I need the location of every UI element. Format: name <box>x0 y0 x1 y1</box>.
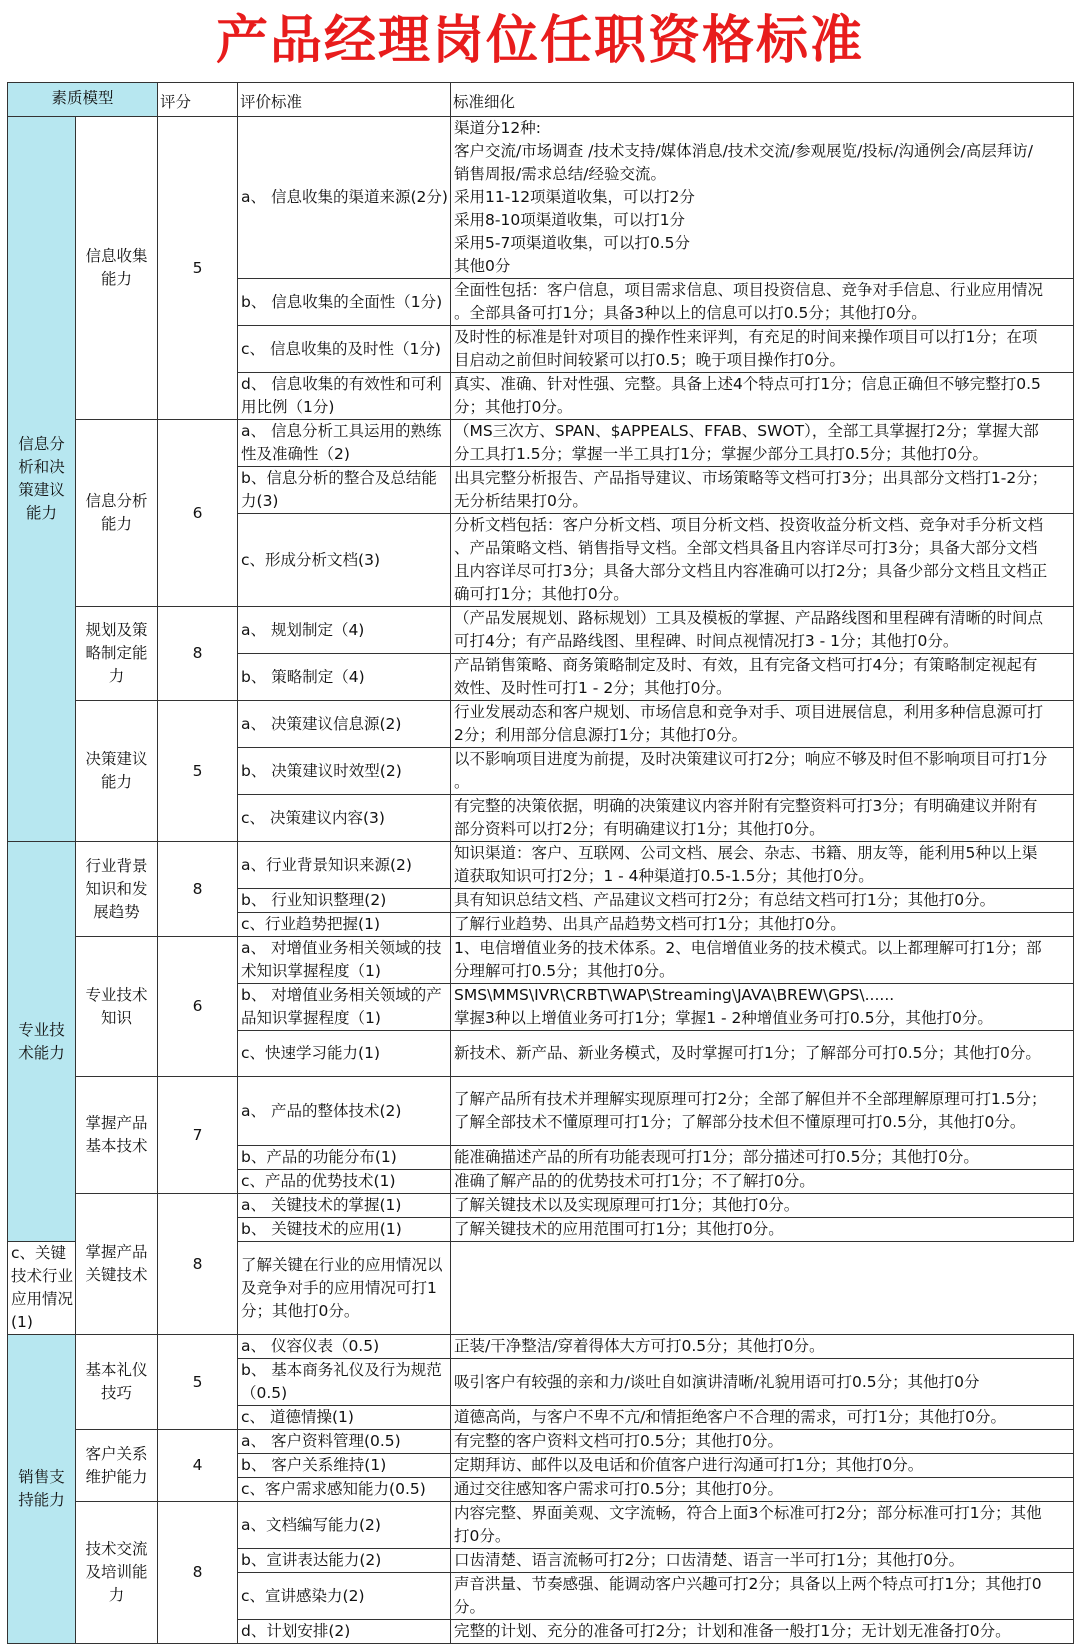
detail-cell: 通过交往感知客户需求可打0.5分；其他打0分。 <box>451 1478 1074 1502</box>
detail-cell: 有完整的决策依据，明确的决策建议内容并附有完整资料可打3分；有明确建议并附有 部分资料可以打2分；有明确建议打1分；其他打0分。 <box>451 795 1074 842</box>
criteria-cell: d、 信息收集的有效性和可利用比例（1分) <box>238 373 451 420</box>
criteria-cell: c、 道德情操(1) <box>238 1406 451 1430</box>
criteria-cell: a、文档编写能力(2) <box>238 1502 451 1549</box>
competency-cell: 规划及策略制定能力 <box>76 607 158 701</box>
dimension-cell: 专业技术能力 <box>8 842 76 1242</box>
qualification-table <box>7 82 1074 1644</box>
detail-cell: 具有知识总结文档、产品建议文档可打2分；有总结文档可打1分；其他打0分。 <box>451 889 1074 913</box>
table-row <box>8 420 1074 467</box>
competency-cell: 信息分析能力 <box>76 420 158 607</box>
competency-cell: 掌握产品关键技术 <box>76 1194 158 1335</box>
criteria-cell: a、 对增值业务相关领域的技术知识掌握程度（1) <box>238 937 451 984</box>
competency-cell: 信息收集能力 <box>76 117 158 420</box>
criteria-cell: a、 产品的整体技术(2) <box>238 1077 451 1146</box>
detail-cell: 以不影响项目进度为前提，及时决策建议可打2分；响应不够及时但不影响项目可打1分 。 <box>451 748 1074 795</box>
criteria-cell: a、行业背景知识来源(2) <box>238 842 451 889</box>
criteria-cell: b、 策略制定（4) <box>238 654 451 701</box>
score-cell: 8 <box>158 1194 238 1335</box>
detail-cell: 道德高尚，与客户不卑不亢/和情拒绝客户不合理的需求，可打1分；其他打0分。 <box>451 1406 1074 1430</box>
score-cell: 8 <box>158 607 238 701</box>
detail-cell: （产品发展规划、路标规划）工具及模板的掌握、产品路线图和里程碑有清晰的时间点 可打4分；有产品路线图、里程碑、时间点视情况打3 - 1分；其他打0分。 <box>451 607 1074 654</box>
detail-cell: 吸引客户有较强的亲和力/谈吐自如演讲清晰/礼貌用语可打0.5分；其他打0分 <box>451 1359 1074 1406</box>
criteria-cell: c、 决策建议内容(3) <box>238 795 451 842</box>
criteria-cell: c、 信息收集的及时性（1分) <box>238 326 451 373</box>
detail-cell: 定期拜访、邮件以及电话和价值客户进行沟通可打1分；其他打0分。 <box>451 1454 1074 1478</box>
table-row <box>8 701 1074 748</box>
criteria-cell: b、 行业知识整理(2) <box>238 889 451 913</box>
criteria-cell: a、 决策建议信息源(2) <box>238 701 451 748</box>
criteria-cell: c、形成分析文档(3) <box>238 514 451 607</box>
competency-cell: 客户关系维护能力 <box>76 1430 158 1502</box>
table-row <box>8 842 1074 889</box>
score-cell: 6 <box>158 937 238 1077</box>
dimension-cell: 信息分析和决策建议能力 <box>8 117 76 842</box>
table-row <box>8 1502 1074 1549</box>
criteria-cell: d、计划安排(2) <box>238 1620 451 1644</box>
criteria-cell: b、产品的功能分布(1) <box>238 1146 451 1170</box>
score-cell: 7 <box>158 1077 238 1194</box>
competency-cell: 决策建议能力 <box>76 701 158 842</box>
criteria-cell: b、宣讲表达能力(2) <box>238 1549 451 1573</box>
score-cell: 5 <box>158 1335 238 1430</box>
criteria-cell: c、快速学习能力(1) <box>238 1031 451 1077</box>
detail-cell: 内容完整、界面美观、文字流畅，符合上面3个标准可打2分；部分标准可打1分；其他 打0分。 <box>451 1502 1074 1549</box>
detail-cell: 了解关键在行业的应用情况以及竞争对手的应用情况可打1分；其他打0分。 <box>238 1242 451 1335</box>
table-row <box>8 1077 1074 1146</box>
detail-cell: 了解关键技术以及实现原理可打1分；其他打0分。 <box>451 1194 1074 1218</box>
detail-cell: 声音洪量、节奏感强、能调动客户兴趣可打2分；具备以上两个特点可打1分；其他打0 分。 <box>451 1573 1074 1620</box>
competency-cell: 行业背景知识和发展趋势 <box>76 842 158 937</box>
competency-cell: 技术交流及培训能力 <box>76 1502 158 1644</box>
detail-cell: 渠道分12种: 客户交流/市场调查 /技术支持/媒体消息/技术交流/参观展览/投标/沟通例会/高层拜访/ 销售周报/需求总结/经验交流。 采用11-12项渠道收集，可以打2分 采用8-10项渠道收集，可以打1分 采用5-7项渠道收集，可以打0.5分 其他0分 <box>451 117 1074 279</box>
detail-cell: 及时性的标准是针对项目的操作性来评判，有充足的时间来操作项目可以打1分；在项 目启动之前但时间较紧可以打0.5；晚于项目操作打0分。 <box>451 326 1074 373</box>
detail-cell: 能准确描述产品的所有功能表现可打1分；部分描述可打0.5分；其他打0分。 <box>451 1146 1074 1170</box>
table-row <box>8 1335 1074 1359</box>
detail-cell: 口齿清楚、语言流畅可打2分；口齿清楚、语言一半可打1分；其他打0分。 <box>451 1549 1074 1573</box>
score-cell: 6 <box>158 420 238 607</box>
criteria-cell: b、 决策建议时效型(2) <box>238 748 451 795</box>
detail-cell: 全面性包括：客户信息，项目需求信息、项目投资信息、竞争对手信息、行业应用情况 。全部具备可打1分；具备3种以上的信息可以打0.5分；其他打0分。 <box>451 279 1074 326</box>
detail-cell: 完整的计划、充分的准备可打2分；计划和准备一般打1分；无计划无准备打0分。 <box>451 1620 1074 1644</box>
detail-cell: 了解行业趋势、出具产品趋势文档可打1分；其他打0分。 <box>451 913 1074 937</box>
criteria-cell: a、 关键技术的掌握(1) <box>238 1194 451 1218</box>
header-detail: 标准细化 <box>451 83 1074 117</box>
criteria-cell: b、 客户关系维持(1) <box>238 1454 451 1478</box>
detail-cell: 知识渠道：客户、互联网、公司文档、展会、杂志、书籍、朋友等，能利用5种以上渠 道获取知识可打2分；1 - 4种渠道打0.5-1.5分；其他打0分。 <box>451 842 1074 889</box>
criteria-cell: b、 对增值业务相关领域的产品知识掌握程度（1) <box>238 984 451 1031</box>
dimension-cell: 销售支持能力 <box>8 1335 76 1644</box>
competency-cell: 掌握产品基本技术 <box>76 1077 158 1194</box>
table-row <box>8 1430 1074 1454</box>
detail-cell: 行业发展动态和客户规划、市场信息和竞争对手、项目进展信息，利用多种信息源可打 2分；利用部分信息源打1分；其他打0分。 <box>451 701 1074 748</box>
criteria-cell: c、客户需求感知能力(0.5) <box>238 1478 451 1502</box>
criteria-cell: a、 客户资料管理(0.5) <box>238 1430 451 1454</box>
header-model: 素质模型 <box>8 83 158 117</box>
criteria-cell: c、关键技术行业应用情况(1) <box>8 1242 76 1335</box>
table-row <box>8 937 1074 984</box>
criteria-cell: a、 信息分析工具运用的熟练性及准确性（2) <box>238 420 451 467</box>
detail-cell: 1、电信增值业务的技术体系。2、电信增值业务的技术模式。以上都理解可打1分；部 分理解可打0.5分；其他打0分。 <box>451 937 1074 984</box>
criteria-cell: c、行业趋势把握(1) <box>238 913 451 937</box>
detail-cell: 准确了解产品的的优势技术可打1分；不了解打0分。 <box>451 1170 1074 1194</box>
detail-cell: 正装/干净整洁/穿着得体大方可打0.5分；其他打0分。 <box>451 1335 1074 1359</box>
header-criteria: 评价标准 <box>238 83 451 117</box>
competency-cell: 专业技术知识 <box>76 937 158 1077</box>
table-row <box>8 1194 1074 1218</box>
detail-cell: 分析文档包括：客户分析文档、项目分析文档、投资收益分析文档、竞争对手分析文档 、产品策略文档、销售指导文档。全部文档具备且内容详尽可打3分；具备大部分文档 且内容详尽可打3分；具备大部分文档且内容准确可以打2分；具备少部分文档且文档正 确可打1分；其他打0分。 <box>451 514 1074 607</box>
score-cell: 8 <box>158 1502 238 1644</box>
detail-cell: SMS\MMS\IVR\CRBT\WAP\Streaming\JAVA\BREW\GPS\...... 掌握3种以上增值业务可打1分；掌握1 - 2种增值业务可打0.5分，其他打0分。 <box>451 984 1074 1031</box>
table-row <box>8 117 1074 279</box>
header-score: 评分 <box>158 83 238 117</box>
criteria-cell: b、 关键技术的应用(1) <box>238 1218 451 1242</box>
score-cell: 4 <box>158 1430 238 1502</box>
criteria-cell: a、 仪容仪表（0.5) <box>238 1335 451 1359</box>
score-cell: 8 <box>158 842 238 937</box>
criteria-cell: b、 基本商务礼仪及行为规范（0.5) <box>238 1359 451 1406</box>
detail-cell: 了解关键技术的应用范围可打1分；其他打0分。 <box>451 1218 1074 1242</box>
detail-cell: 有完整的客户资料文档可打0.5分；其他打0分。 <box>451 1430 1074 1454</box>
criteria-cell: b、信息分析的整合及总结能力(3) <box>238 467 451 514</box>
detail-cell: 出具完整分析报告、产品指导建议、市场策略等文档可打3分；出具部分文档打1-2分； 无分析结果打0分。 <box>451 467 1074 514</box>
score-cell: 5 <box>158 117 238 420</box>
detail-cell: （MS三次方、SPAN、$APPEALS、FFAB、SWOT），全部工具掌握打2分；掌握大部 分工具打1.5分；掌握一半工具打1分；掌握少部分工具打0.5分；其他打0分。 <box>451 420 1074 467</box>
criteria-cell: a、 规划制定（4) <box>238 607 451 654</box>
table-row <box>8 607 1074 654</box>
criteria-cell: a、 信息收集的渠道来源(2分) <box>238 117 451 279</box>
score-cell: 5 <box>158 701 238 842</box>
header-row <box>8 83 1074 117</box>
criteria-cell: b、 信息收集的全面性（1分) <box>238 279 451 326</box>
detail-cell: 新技术、新产品、新业务模式，及时掌握可打1分；了解部分可打0.5分；其他打0分。 <box>451 1031 1074 1077</box>
criteria-cell: c、宣讲感染力(2) <box>238 1573 451 1620</box>
page-title: 产品经理岗位任职资格标准 <box>215 11 864 71</box>
competency-cell: 基本礼仪技巧 <box>76 1335 158 1430</box>
detail-cell: 产品销售策略、商务策略制定及时、有效，且有完备文档可打4分；有策略制定视起有 效性、及时性可打1 - 2分；其他打0分。 <box>451 654 1074 701</box>
detail-cell: 真实、准确、针对性强、完整。具备上述4个特点可打1分；信息正确但不够完整打0.5 分；其他打0分。 <box>451 373 1074 420</box>
criteria-cell: c、产品的优势技术(1) <box>238 1170 451 1194</box>
detail-cell: 了解产品所有技术并理解实现原理可打2分；全部了解但并不全部理解原理可打1.5分； 了解全部技术不懂原理可打1分；了解部分技术但不懂原理可打0.5分，其他打0分。 <box>451 1077 1074 1146</box>
